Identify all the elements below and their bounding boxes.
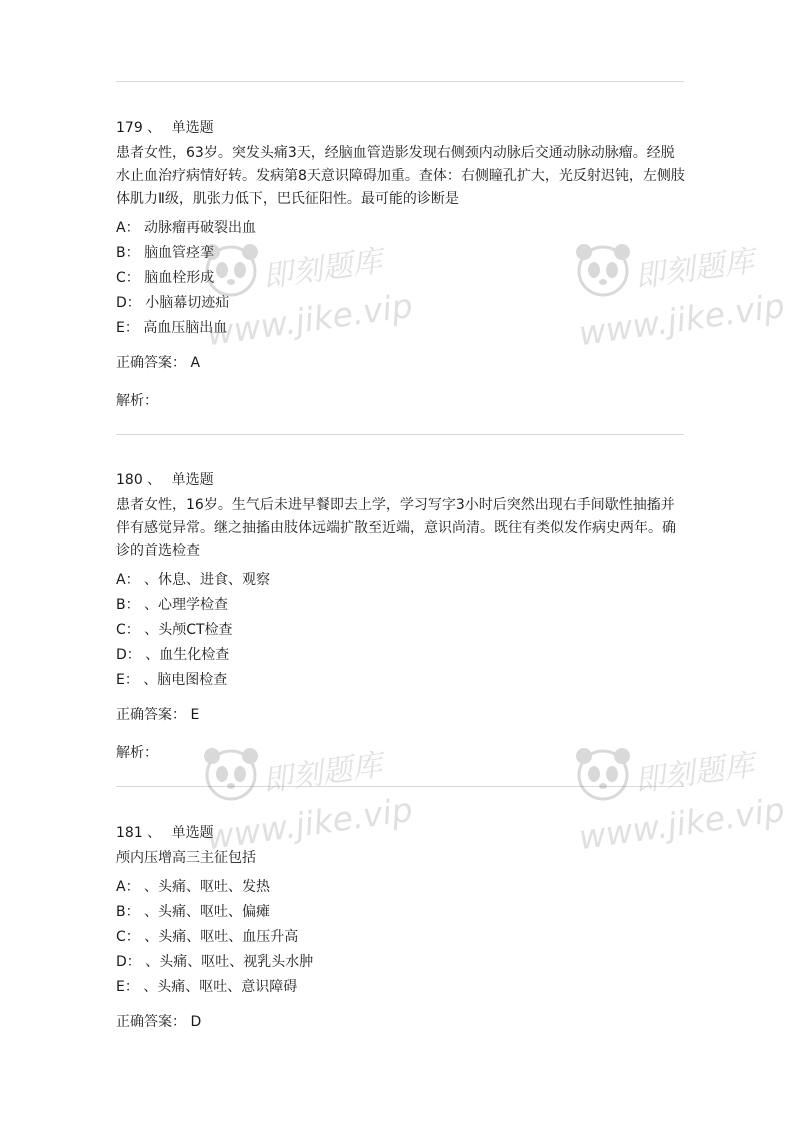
question-180: [116, 470, 686, 763]
watermark-brand: 即刻题库: [632, 243, 757, 296]
analysis-label: 解析：: [116, 393, 158, 409]
watermark-brand: 即刻题库: [260, 747, 385, 800]
option-text: 、头痛、呕吐、意识障碍: [143, 979, 298, 995]
option-a: [116, 216, 686, 241]
option-text: 高血压脑出血: [143, 320, 228, 336]
option-key: C：: [116, 270, 140, 286]
question-header: [116, 118, 686, 138]
option-key: D：: [116, 954, 141, 970]
option-c: [116, 618, 686, 643]
question-number: 181 、: [116, 825, 162, 841]
question-number: 180 、: [116, 472, 162, 488]
option-key: B：: [116, 904, 140, 920]
option-e: [116, 316, 686, 341]
watermark-url: www.jike.vip: [576, 285, 787, 354]
option-e: [116, 975, 686, 1000]
separator-after-180: [116, 786, 684, 787]
option-a: [116, 568, 686, 593]
question-type: 单选题: [171, 120, 214, 136]
option-text: 、休息、进食、观察: [144, 572, 271, 588]
analysis: [116, 743, 686, 763]
question-stem: 患者女性，63岁。突发头痛3天，经脑血管造影发现右侧颈内动脉后交通动脉动脉瘤。经脱水止血治疗病情好转。发病第8天意识障碍加重。查体：右侧瞳孔扩大，光反射迟钝，左侧肢体肌力Ⅱ级，肌张力低下，巴氏征阳性。最可能的诊断是: [116, 145, 685, 207]
question-number: 179 、: [116, 120, 162, 136]
option-key: A：: [116, 220, 140, 236]
option-key: B：: [116, 597, 140, 613]
option-text: 脑血栓形成: [144, 270, 215, 286]
option-key: E：: [116, 320, 139, 336]
question-header: [116, 823, 686, 843]
option-text: 、头痛、呕吐、偏瘫: [144, 904, 271, 920]
option-text: 小脑幕切迹疝: [145, 295, 230, 311]
option-key: A：: [116, 879, 140, 895]
question-stem: 患者女性，16岁。生气后未进早餐即去上学，学习写字3小时后突然出现右手间歇性抽搐并伴有感觉异常。继之抽搐由肢体远端扩散至近端，意识尚清。既往有类似发作病史两年。确诊的首选检查: [116, 497, 676, 559]
answer-value: D: [190, 1014, 202, 1030]
correct-answer: [116, 1012, 686, 1032]
correct-answer: [116, 353, 686, 373]
question-181: [116, 823, 686, 1032]
option-key: C：: [116, 929, 140, 945]
question-stem: 颅内压增高三主征包括: [116, 850, 256, 866]
option-text: 、头痛、呕吐、发热: [144, 879, 271, 895]
answer-value: A: [190, 355, 201, 371]
option-d: [116, 950, 686, 975]
watermark-brand: 即刻题库: [260, 243, 385, 296]
watermark-url: www.jike.vip: [204, 789, 415, 858]
option-b: [116, 900, 686, 925]
option-key: E：: [116, 672, 139, 688]
option-text: 动脉瘤再破裂出血: [144, 220, 257, 236]
question-type: 单选题: [171, 825, 214, 841]
answer-value: E: [190, 707, 200, 723]
answer-label: 正确答案：: [116, 355, 186, 371]
correct-answer: [116, 705, 686, 725]
option-key: A：: [116, 572, 140, 588]
option-b: [116, 593, 686, 618]
separator-top: [116, 81, 684, 82]
option-key: C：: [116, 622, 140, 638]
option-c: [116, 925, 686, 950]
option-key: D：: [116, 295, 141, 311]
option-text: 、心理学检查: [144, 597, 229, 613]
watermark-brand: 即刻题库: [632, 747, 757, 800]
question-type: 单选题: [171, 472, 214, 488]
option-c: [116, 266, 686, 291]
question-179: [116, 118, 686, 411]
watermark-url: www.jike.vip: [204, 285, 415, 354]
question-header: [116, 470, 686, 490]
analysis: [116, 391, 686, 411]
option-a: [116, 875, 686, 900]
watermark-url: www.jike.vip: [576, 789, 787, 858]
separator-after-179: [116, 434, 684, 435]
answer-label: 正确答案：: [116, 1014, 186, 1030]
option-text: 、血生化检查: [145, 647, 230, 663]
option-key: B：: [116, 245, 140, 261]
analysis-label: 解析：: [116, 745, 158, 761]
option-b: [116, 241, 686, 266]
answer-label: 正确答案：: [116, 707, 186, 723]
option-d: [116, 643, 686, 668]
option-text: 、脑电图检查: [143, 672, 228, 688]
option-d: [116, 291, 686, 316]
option-text: 脑血管痉挛: [144, 245, 215, 261]
option-text: 、头痛、呕吐、血压升高: [144, 929, 299, 945]
option-text: 、头痛、呕吐、视乳头水肿: [145, 954, 314, 970]
option-e: [116, 668, 686, 693]
option-text: 、头颅CT检查: [144, 622, 233, 638]
option-key: E：: [116, 979, 139, 995]
option-key: D：: [116, 647, 141, 663]
